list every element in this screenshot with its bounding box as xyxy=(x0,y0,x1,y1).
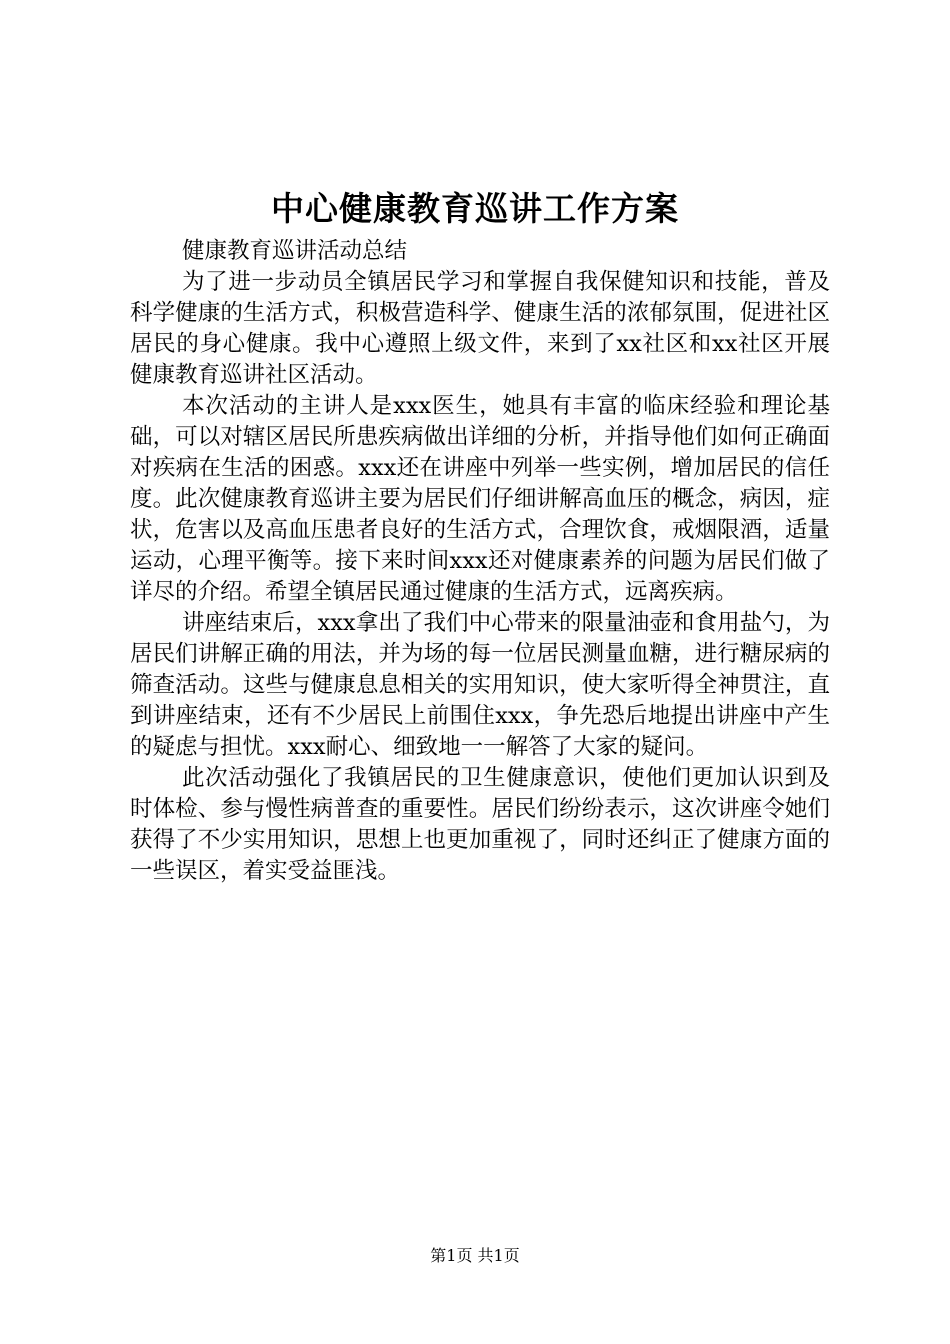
document-title: 中心健康教育巡讲工作方案 xyxy=(271,189,679,228)
body-paragraph-2: 本次活动的主讲人是xxx医生，她具有丰富的临床经验和理论基础，可以对辖区居民所患疾病做出详细的分析，并指导他们如何正确面对疾病在生活的困惑。xxx还在讲座中列举一些实例，增加居民的信任度。此次健康教育巡讲主要为居民们仔细讲解高血压的概念，病因，症状，危害以及高血压患者良好的生活方式，合理饮食，戒烟限酒，适量运动，心理平衡等。接下来时间xxx还对健康素养的问题为居民们做了详尽的介绍。希望全镇居民通过健康的生活方式，远离疾病。 xyxy=(130,393,830,605)
subtitle-paragraph: 健康教育巡讲活动总结 xyxy=(182,238,408,264)
body-paragraph-4: 此次活动强化了我镇居民的卫生健康意识，使他们更加认识到及时体检、参与慢性病普查的重要性。居民们纷纷表示，这次讲座令她们获得了不少实用知识，思想上也更加重视了，同时还纠正了健康方面的一些误区，着实受益匪浅。 xyxy=(130,765,830,884)
body-paragraph-3: 讲座结束后，xxx拿出了我们中心带来的限量油壶和食用盐勺，为居民们讲解正确的用法，并为场的每一位居民测量血糖，进行糖尿病的筛查活动。这些与健康息息相关的实用知识，使大家听得全神贯注，直到讲座结束，还有不少居民上前围住xxx，争先恐后地提出讲座中产生的疑虑与担忧。xxx耐心、细致地一一解答了大家的疑问。 xyxy=(130,610,830,760)
document-body xyxy=(130,236,830,887)
body-paragraph-1: 为了进一步动员全镇居民学习和掌握自我保健知识和技能，普及科学健康的生活方式，积极营造科学、健康生活的浓郁氛围，促进社区居民的身心健康。我中心遵照上级文件，来到了xx社区和xx社区开展健康教育巡讲社区活动。 xyxy=(130,269,830,388)
page-footer: 第1页 共1页 xyxy=(430,1246,520,1265)
